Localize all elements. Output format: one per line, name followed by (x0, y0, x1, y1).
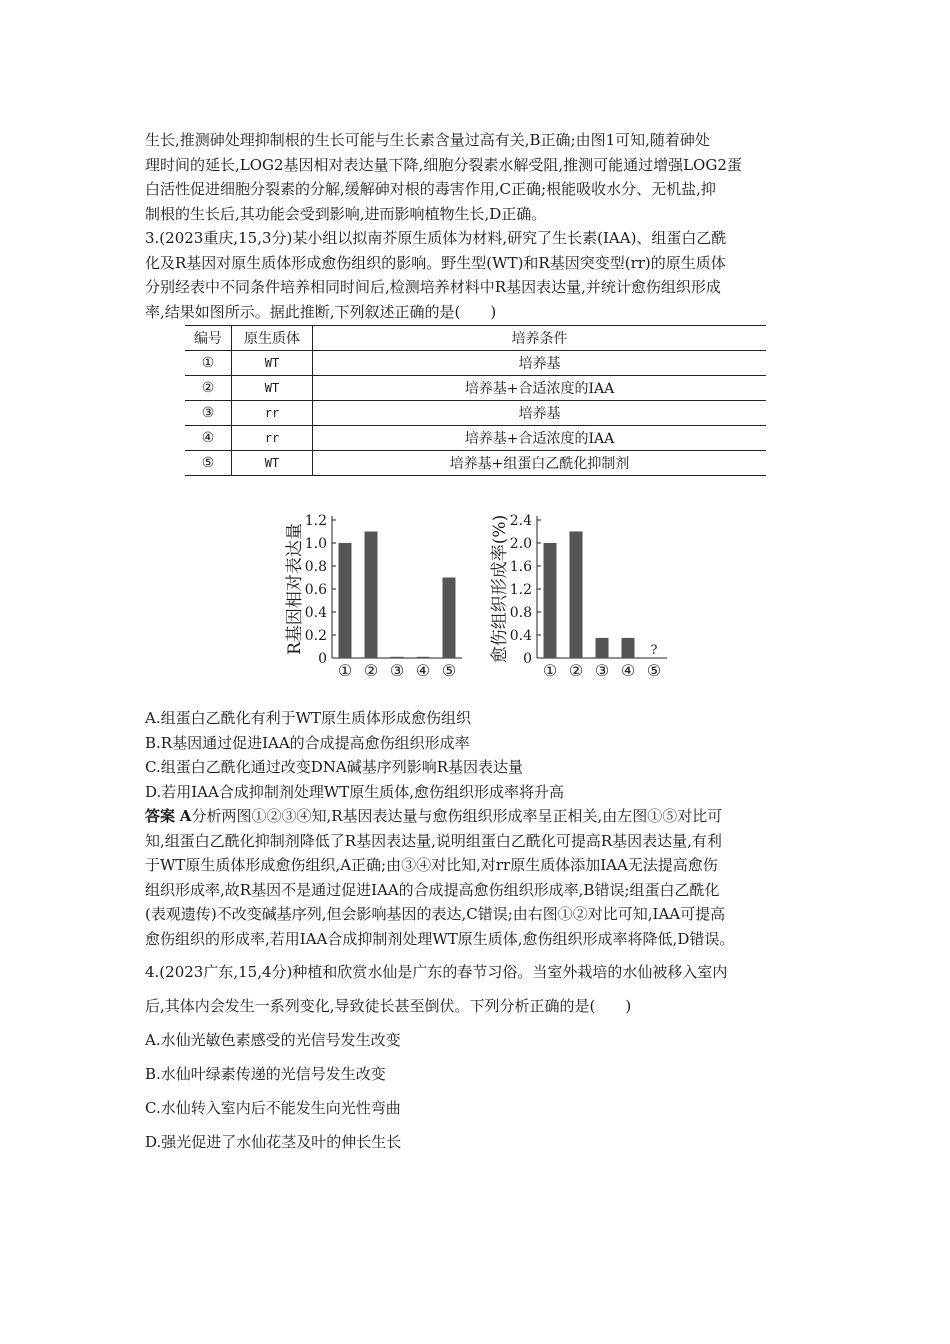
answer-line: (表观遗传)不改变碱基序列,但会影响基因的表达,C错误;由右图①②对比可知,IAA可提高 (145, 905, 726, 923)
question-3-options (145, 706, 805, 804)
option-c: C.水仙转入室内后不能发生向光性弯曲 (145, 1099, 401, 1117)
y-tick-label: 1.0 (304, 536, 327, 552)
y-tick-label: 2.4 (509, 513, 532, 529)
answer-line: 知,组蛋白乙酰化抑制剂降低了R基因表达量,说明组蛋白乙酰化可提高R基因表达量,有利 (145, 831, 722, 850)
row-protoplast: WT (232, 451, 313, 476)
r-gene-expression-chart (280, 506, 480, 686)
option-c: C.组蛋白乙酰化通过改变DNA碱基序列影响R基因表达量 (145, 758, 523, 776)
table-header-row (185, 326, 766, 351)
bar-3 (596, 638, 609, 658)
row-number: ③ (201, 405, 215, 421)
text-line: 生长,推测砷处理抑制根的生长可能与生长素含量过高有关,B正确;由图1可知,随着砷处 (145, 131, 710, 149)
row-protoplast: rr (232, 426, 313, 451)
text-line: 4.(2023广东,15,4分)种植和欣赏水仙是广东的春节习俗。当室外栽培的水仙被移入室内 (145, 963, 728, 981)
row-protoplast: rr (232, 401, 313, 426)
option-a: A.组蛋白乙酰化有利于WT原生质体形成愈伤组织 (145, 709, 472, 727)
text-line: 制根的生长后,其功能会受到影响,进而影响植物生长,D正确。 (145, 204, 547, 223)
text-line: 后,其体内会发生一系列变化,导致徒长甚至倒伏。下列分析正确的是( ) (145, 997, 632, 1015)
y-tick-label: 0.2 (304, 628, 327, 644)
row-condition: 培养基+组蛋白乙酰化抑制剂 (449, 456, 630, 472)
text-line: 率,结果如图所示。据此推断,下列叙述正确的是( ) (145, 302, 497, 321)
row-number: ⑤ (201, 455, 215, 471)
table-row (185, 451, 766, 476)
bar-4 (417, 657, 430, 658)
option-d: D.强光促进了水仙花茎及叶的伸长生长 (145, 1133, 402, 1151)
x-category-label: ④ (620, 661, 636, 680)
header-condition: 培养条件 (511, 331, 568, 347)
y-tick-label: 0.4 (509, 628, 532, 644)
y-tick-label: 0.4 (304, 605, 327, 621)
y-tick-label: 0.8 (509, 605, 532, 621)
culture-conditions-table (185, 325, 766, 476)
y-tick-label: 0.6 (304, 582, 327, 598)
answer-choice: A (179, 807, 192, 825)
y-tick-label: 1.2 (509, 582, 532, 598)
row-number: ④ (201, 430, 215, 446)
bar-5 (443, 578, 456, 659)
question-3-stem (145, 226, 805, 324)
x-category-label: ④ (415, 661, 431, 680)
unknown-value-marker: ? (650, 643, 658, 658)
y-tick-label: 1.6 (509, 559, 532, 575)
row-protoplast: WT (232, 376, 313, 401)
table-row (185, 426, 766, 451)
row-condition: 培养基 (518, 406, 561, 422)
row-condition: 培养基+合适浓度的IAA (464, 381, 615, 397)
x-category-label: ③ (389, 661, 405, 680)
option-d: D.若用IAA合成抑制剂处理WT原生质体,愈伤组织形成率将升高 (145, 782, 565, 801)
text-line: 分别经表中不同条件培养相同时间后,检测培养材料中R基因表达量,并统计愈伤组织形成 (145, 278, 721, 296)
y-axis-label: 愈伤组织形成率(%) (490, 514, 510, 664)
answer-line: 于WT原生质体形成愈伤组织,A正确;由③④对比知,对rr原生质体添加IAA无法提高愈伤 (145, 856, 718, 874)
table-row (185, 376, 766, 401)
row-condition: 培养基 (518, 356, 561, 372)
x-category-label: ② (363, 661, 379, 680)
y-tick-label: 2.0 (509, 536, 532, 552)
x-category-label: ⑤ (441, 661, 457, 680)
x-category-label: ① (542, 661, 558, 680)
bar-1 (544, 543, 557, 658)
intro-paragraph (145, 128, 805, 226)
y-tick-label: 1.2 (304, 513, 327, 529)
header-number: 编号 (194, 331, 222, 347)
bar-2 (570, 532, 583, 659)
y-tick-label: 0.8 (304, 559, 327, 575)
text-line: 化及R基因对原生质体形成愈伤组织的影响。野生型(WT)和R基因突变型(rr)的原生质体 (145, 253, 726, 272)
row-protoplast: WT (232, 351, 313, 376)
y-tick-label: 0 (318, 651, 327, 667)
x-category-label: ② (568, 661, 584, 680)
question-4 (145, 955, 805, 1159)
x-category-label: ③ (594, 661, 610, 680)
text-line: 理时间的延长,LOG2基因相对表达量下降,细胞分裂素水解受阻,推测可能通过增强LOG2蛋 (145, 155, 742, 174)
text-line: 3.(2023重庆,15,3分)某小组以拟南芥原生质体为材料,研究了生长素(IAA)、组蛋白乙酰 (145, 229, 727, 247)
bar-2 (365, 532, 378, 659)
question-3-answer (145, 804, 805, 951)
bar-3 (391, 657, 404, 658)
text-line: 白活性促进细胞分裂素的分解,缓解砷对根的毒害作用,C正确;根能吸收水分、无机盐,抑 (145, 180, 716, 198)
callus-formation-rate-chart (485, 506, 680, 686)
table-row (185, 401, 766, 426)
x-category-label: ⑤ (646, 661, 662, 680)
header-protoplast: 原生质体 (232, 326, 313, 351)
x-category-label: ① (337, 661, 353, 680)
row-number: ① (201, 355, 215, 371)
y-tick-label: 0 (523, 651, 532, 667)
answer-text: 分析两图①②③④知,R基因表达量与愈伤组织形成率呈正相关,由左图①⑤对比可 (191, 807, 723, 825)
table-row (185, 351, 766, 376)
bar-4 (622, 638, 635, 658)
option-b: B.水仙叶绿素传递的光信号发生改变 (145, 1065, 386, 1083)
row-number: ② (201, 380, 215, 396)
answer-line: 愈伤组织的形成率,若用IAA合成抑制剂处理WT原生质体,愈伤组织形成率将降低,D错误。 (145, 929, 735, 948)
answer-label: 答案 (145, 807, 176, 825)
row-condition: 培养基+合适浓度的IAA (464, 431, 615, 447)
answer-line (145, 804, 805, 829)
option-b: B.R基因通过促进IAA的合成提高愈伤组织形成率 (145, 733, 470, 752)
option-a: A.水仙光敏色素感受的光信号发生改变 (145, 1031, 401, 1049)
answer-line: 组织形成率,故R基因不是通过促进IAA的合成提高愈伤组织形成率,B错误;组蛋白乙酰化 (145, 880, 720, 899)
bar-1 (339, 543, 352, 658)
y-axis-label: R基因相对表达量 (285, 523, 305, 655)
